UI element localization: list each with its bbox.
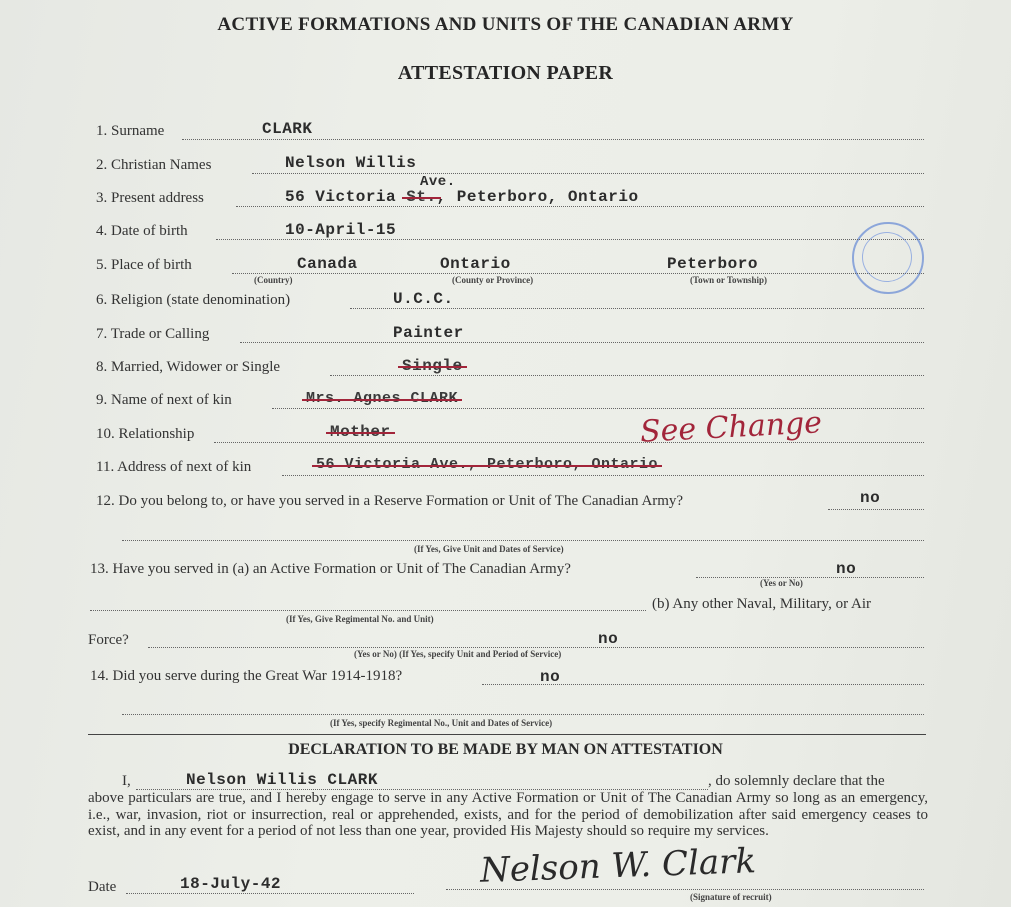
date-label: Date [88,879,117,895]
pob-country: Canada [297,255,358,273]
q14-caption: (If Yes, specify Regimental No., Unit and Dates of Service) [330,718,553,728]
section-divider [88,734,926,735]
declaration-pronoun: I, [122,773,131,789]
surname-value: CLARK [262,120,313,138]
q12-value: no [860,489,881,507]
q14-value: no [540,668,561,686]
address-label: 3. Present address [96,190,204,206]
address-inserted: Ave. [420,174,456,190]
religion-value: U.C.C. [393,290,454,308]
q13b-label: (b) Any other Naval, Military, or Air [652,596,871,612]
blue-stamp [852,222,924,294]
q13-label: 13. Have you served in (a) an Active Formation or Unit of The Canadian Army? [90,561,571,577]
q13b-caption-2: (Yes or No) (If Yes, specify Unit and Period of Service) [354,649,562,659]
relationship-label: 10. Relationship [96,426,195,442]
dob-value: 10-April-15 [285,221,397,239]
pob-county-caption: (County or Province) [452,275,534,285]
q14-label: 14. Did you serve during the Great War 1914-1918? [90,668,403,684]
q13b-caption: (If Yes, Give Regimental No. and Unit) [286,614,434,624]
signature-caption: (Signature of recruit) [690,892,772,902]
q13b-value: no [598,630,619,648]
recruit-signature: Nelson W. Clark [479,841,757,891]
trade-label: 7. Trade or Calling [96,326,210,342]
kin-name-value-struck: Mrs. Agnes CLARK [306,390,459,407]
address-struck: St. [406,188,437,206]
see-change-annotation: See Change [639,405,823,450]
christian-names-label: 2. Christian Names [96,157,212,173]
declaration-line1-end: , do solemnly declare that the [708,773,885,789]
relationship-value-struck: Mother [330,423,391,441]
q12-label: 12. Do you belong to, or have you served in a Reserve Formation or Unit of The Canadian Army? [96,493,684,509]
married-label: 8. Married, Widower or Single [96,359,281,375]
christian-names-value: Nelson Willis [285,154,417,172]
married-value-struck: Single [402,357,463,375]
date-value: 18-July-42 [180,875,282,893]
pob-country-caption: (Country) [254,275,293,285]
q13-force-label: Force? [88,632,129,648]
dob-label: 4. Date of birth [96,223,188,239]
kin-address-value-struck: 56 Victoria Ave., Peterboro, Ontario [316,456,659,473]
declaration-name: Nelson Willis CLARK [186,771,378,789]
pob-town-caption: (Town or Township) [690,275,768,285]
form-title: ATTESTATION PAPER [397,62,614,84]
q13-caption-a: (Yes or No) [760,578,803,588]
trade-value: Painter [393,324,464,342]
pob-label: 5. Place of birth [96,257,192,273]
kin-address-label: 11. Address of next of kin [96,459,252,475]
kin-name-label: 9. Name of next of kin [96,392,232,408]
pob-town: Peterboro [667,255,758,273]
surname-label: 1. Surname [96,123,165,139]
declaration-heading: DECLARATION TO BE MADE BY MAN ON ATTESTATION [288,741,723,758]
religion-label: 6. Religion (state denomination) [96,292,291,308]
address-value: 56 Victoria St., Peterboro, Ontario [285,188,639,206]
declaration-body: above particulars are true, and I hereby engage to serve in any Active Formation or Unit of The Canadian Army so long as an emergency, i.e., war, invasion, riot or insurrection, real or apprehended, exists, and for the period of demobilization after said emergency ceases to exist, and in any event for a period of not less than one year, provided His Majesty should so require my services. [88,790,928,839]
form-header: ACTIVE FORMATIONS AND UNITS OF THE CANADIAN ARMY [217,14,794,35]
q12-caption: (If Yes, Give Unit and Dates of Service) [414,544,564,554]
pob-county: Ontario [440,255,511,273]
q13-value: no [836,560,857,578]
